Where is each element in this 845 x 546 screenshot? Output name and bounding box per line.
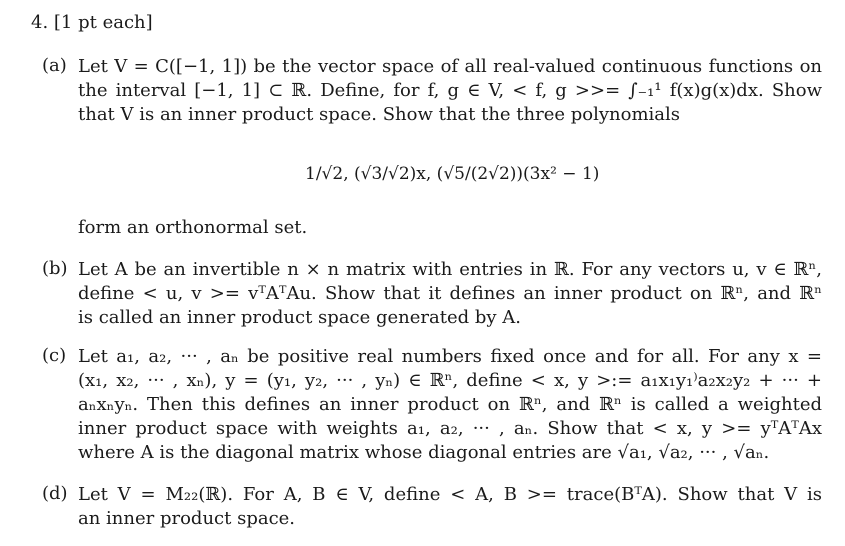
part-c-line-1: Let a₁, a₂, ··· , aₙ be positive real numbers fixed once and for all. For any x = bbox=[78, 346, 822, 367]
part-a-after-text: form an orthonormal set. bbox=[78, 217, 308, 238]
part-b-text bbox=[78, 258, 822, 330]
part-c-text bbox=[78, 345, 822, 465]
part-b-line-3: is called an inner product space generated by A. bbox=[78, 307, 521, 328]
part-b-label: (b) bbox=[42, 258, 68, 279]
display-formula-text: 1/√2, (√3/√2)x, (√5/(2√2))(3x² − 1) bbox=[305, 164, 600, 184]
part-c-line-5: where A is the diagonal matrix whose diagonal entries are √a₁, √a₂, ··· , √aₙ. bbox=[78, 442, 770, 463]
part-c-line-3: aₙxₙyₙ. Then this defines an inner product on ℝⁿ, and ℝⁿ is called a weighted bbox=[78, 394, 822, 415]
part-a-line-3: that V is an inner product space. Show that the three polynomials bbox=[78, 104, 681, 125]
part-c-line-2: (x₁, x₂, ··· , xₙ), y = (y₁, y₂, ··· , yₙ) ∈ ℝⁿ, define < x, y >:= a₁x₁y₁⁾a₂x₂y₂ + ··· + bbox=[78, 370, 822, 391]
part-d-line-1: Let V = M₂₂(ℝ). For A, B ∈ V, define < A, B >= trace(BᵀA). Show that V is bbox=[78, 484, 822, 505]
part-a-line-2: the interval [−1, 1] ⊂ ℝ. Define, for f, g ∈ V, < f, g >>= ∫₋₁¹ f(x)g(x)dx. Show bbox=[78, 80, 822, 101]
part-c-label: (c) bbox=[42, 345, 67, 366]
part-b-line-1: Let A be an invertible n × n matrix with entries in ℝ. For any vectors u, v ∈ ℝⁿ, bbox=[78, 259, 822, 280]
display-formula bbox=[305, 150, 600, 202]
part-a-label: (a) bbox=[42, 55, 67, 76]
part-d-label: (d) bbox=[42, 483, 68, 504]
part-c-line-4: inner product space with weights a₁, a₂, ··· , aₙ. Show that < x, y >= yᵀAᵀAx bbox=[78, 418, 822, 439]
part-d-text bbox=[78, 483, 822, 531]
question-header: 4. [1 pt each] bbox=[31, 12, 153, 33]
part-b-line-2: define < u, v >= vᵀAᵀAu. Show that it defines an inner product on ℝⁿ, and ℝⁿ bbox=[78, 283, 822, 304]
part-a-text bbox=[78, 55, 822, 127]
part-d-line-2: an inner product space. bbox=[78, 508, 296, 529]
part-a-line-1: Let V = C([−1, 1]) be the vector space of all real-valued continuous functions on bbox=[78, 56, 822, 77]
